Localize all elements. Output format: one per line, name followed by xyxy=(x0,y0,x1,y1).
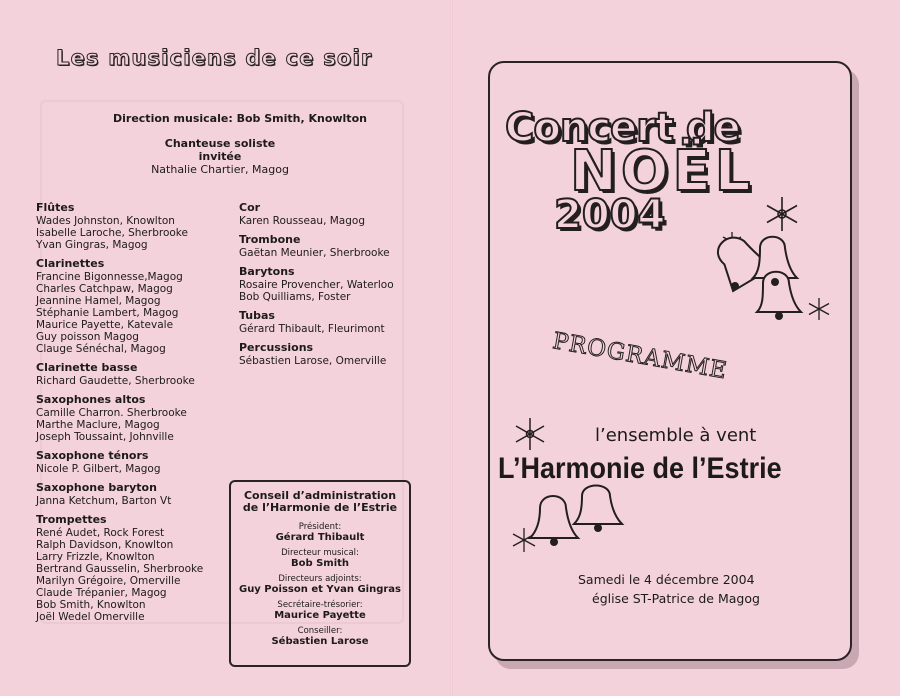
year-title: 2004 xyxy=(554,192,666,238)
musician-name: Richard Gaudette, Sherbrooke xyxy=(36,375,195,387)
musician-name: Bob Smith, Knowlton xyxy=(36,599,146,611)
instrument-title: Cor xyxy=(239,201,261,214)
instrument-section xyxy=(36,394,231,443)
instrument-section xyxy=(239,342,439,367)
musician-name: Bertrand Gausselin, Sherbrooke xyxy=(36,563,204,575)
musicians-column-2 xyxy=(239,202,439,374)
board-role: Secrétaire-trésorier: xyxy=(277,600,363,610)
musician-name: Maurice Payette, Katevale xyxy=(36,319,174,331)
soloist-title: Chanteuse soliste invitée xyxy=(164,137,276,163)
board-member xyxy=(231,626,409,647)
board-member xyxy=(231,600,409,621)
instrument-section xyxy=(36,514,231,623)
programme-title: PROGRAMME xyxy=(550,328,730,385)
soloist-name: Nathalie Chartier, Magog xyxy=(151,163,289,176)
instrument-section xyxy=(239,310,439,335)
musician-name: Yvan Gingras, Magog xyxy=(36,239,148,251)
musician-name: Janna Ketchum, Barton Vt xyxy=(36,495,172,507)
board-member-name: Maurice Payette xyxy=(274,610,366,621)
musician-name: Joël Wedel Omerville xyxy=(36,611,145,623)
musician-name: Joseph Toussaint, Johnville xyxy=(36,431,174,443)
musician-name: Claude Trépanier, Magog xyxy=(36,587,167,599)
bells-icon xyxy=(705,228,810,328)
instrument-title: Saxophones altos xyxy=(36,393,146,406)
instrument-title: Clarinette basse xyxy=(36,361,138,374)
concert-venue: église ST-Patrice de Magog xyxy=(592,591,760,606)
board-title-line-1: Conseil d’administration xyxy=(243,489,397,502)
musician-name: Sébastien Larose, Omerville xyxy=(239,355,387,367)
instrument-title: Clarinettes xyxy=(36,257,105,270)
board-role: Conseiller: xyxy=(297,626,343,636)
instrument-section xyxy=(36,258,231,355)
instrument-section xyxy=(36,482,231,507)
instrument-section xyxy=(239,202,439,227)
board-roles xyxy=(231,522,409,647)
musician-name: Wades Johnston, Knowlton xyxy=(36,215,175,227)
instrument-section xyxy=(36,202,231,251)
board-member-name: Guy Poisson et Yvan Gingras xyxy=(238,584,402,595)
musician-name: Francine Bigonnesse,Magog xyxy=(36,271,183,283)
board-member xyxy=(231,548,409,569)
board-role: Directeurs adjoints: xyxy=(278,574,362,584)
instrument-title: Saxophone baryton xyxy=(36,481,157,494)
guest-soloist xyxy=(150,137,290,176)
musician-name: Stéphanie Lambert, Magog xyxy=(36,307,179,319)
musician-name: Clauge Sénéchal, Magog xyxy=(36,343,166,355)
musician-name: Rosaire Provencher, Waterloo xyxy=(239,279,394,291)
musical-direction: Direction musicale: Bob Smith, Knowlton xyxy=(113,112,367,125)
musician-name: Marthe Maclure, Magog xyxy=(36,419,160,431)
musician-name: Gérard Thibault, Fleurimont xyxy=(239,323,385,335)
board-member xyxy=(231,574,409,595)
musician-name: René Audet, Rock Forest xyxy=(36,527,165,539)
instrument-section xyxy=(239,266,439,303)
instrument-section xyxy=(36,450,231,475)
noel-title: NOËL xyxy=(570,139,755,204)
musician-name: Isabelle Laroche, Sherbrooke xyxy=(36,227,188,239)
board-role: Président: xyxy=(298,522,342,532)
musician-name: Ralph Davidson, Knowlton xyxy=(36,539,174,551)
musician-name: Larry Frizzle, Knowlton xyxy=(36,551,155,563)
instrument-title: Tubas xyxy=(239,309,275,322)
instrument-section xyxy=(239,234,439,259)
instrument-title: Trombone xyxy=(239,233,301,246)
musician-name: Marilyn Grégoire, Omerville xyxy=(36,575,181,587)
musician-name: Bob Quilliams, Foster xyxy=(239,291,351,303)
board-role: Directeur musical: xyxy=(281,548,359,558)
instrument-title: Barytons xyxy=(239,265,295,278)
board-member-name: Bob Smith xyxy=(290,558,350,569)
instrument-section xyxy=(36,362,231,387)
concert-date: Samedi le 4 décembre 2004 xyxy=(578,572,755,587)
musician-name: Jeannine Hamel, Magog xyxy=(36,295,161,307)
musician-name: Charles Catchpaw, Magog xyxy=(36,283,173,295)
musician-name: Gaëtan Meunier, Sherbrooke xyxy=(239,247,390,259)
snowflake-icon xyxy=(512,416,548,452)
musicians-heading: Les musiciens de ce soir xyxy=(56,46,373,70)
musician-name: Camille Charron. Sherbrooke xyxy=(36,407,187,419)
board-member-name: Sébastien Larose xyxy=(271,636,369,647)
instrument-title: Saxophone ténors xyxy=(36,449,149,462)
musician-name: Nicole P. Gilbert, Magog xyxy=(36,463,161,475)
bells-icon xyxy=(520,478,640,558)
board-title xyxy=(231,490,409,514)
ensemble-name: L’Harmonie de l’Estrie xyxy=(498,452,782,485)
board-member-name: Gérard Thibault xyxy=(275,532,365,543)
ensemble-label: l’ensemble à vent xyxy=(595,425,757,446)
instrument-title: Percussions xyxy=(239,341,314,354)
instrument-title: Trompettes xyxy=(36,513,107,526)
concert-title: Concert de xyxy=(505,105,740,151)
board-member xyxy=(231,522,409,543)
musician-name: Guy poisson Magog xyxy=(36,331,139,343)
board-of-directors xyxy=(229,480,411,667)
musician-name: Karen Rousseau, Magog xyxy=(239,215,365,227)
board-title-line-2: de l’Harmonie de l’Estrie xyxy=(242,501,398,514)
musicians-column-1 xyxy=(36,202,231,630)
instrument-title: Flûtes xyxy=(36,201,75,214)
